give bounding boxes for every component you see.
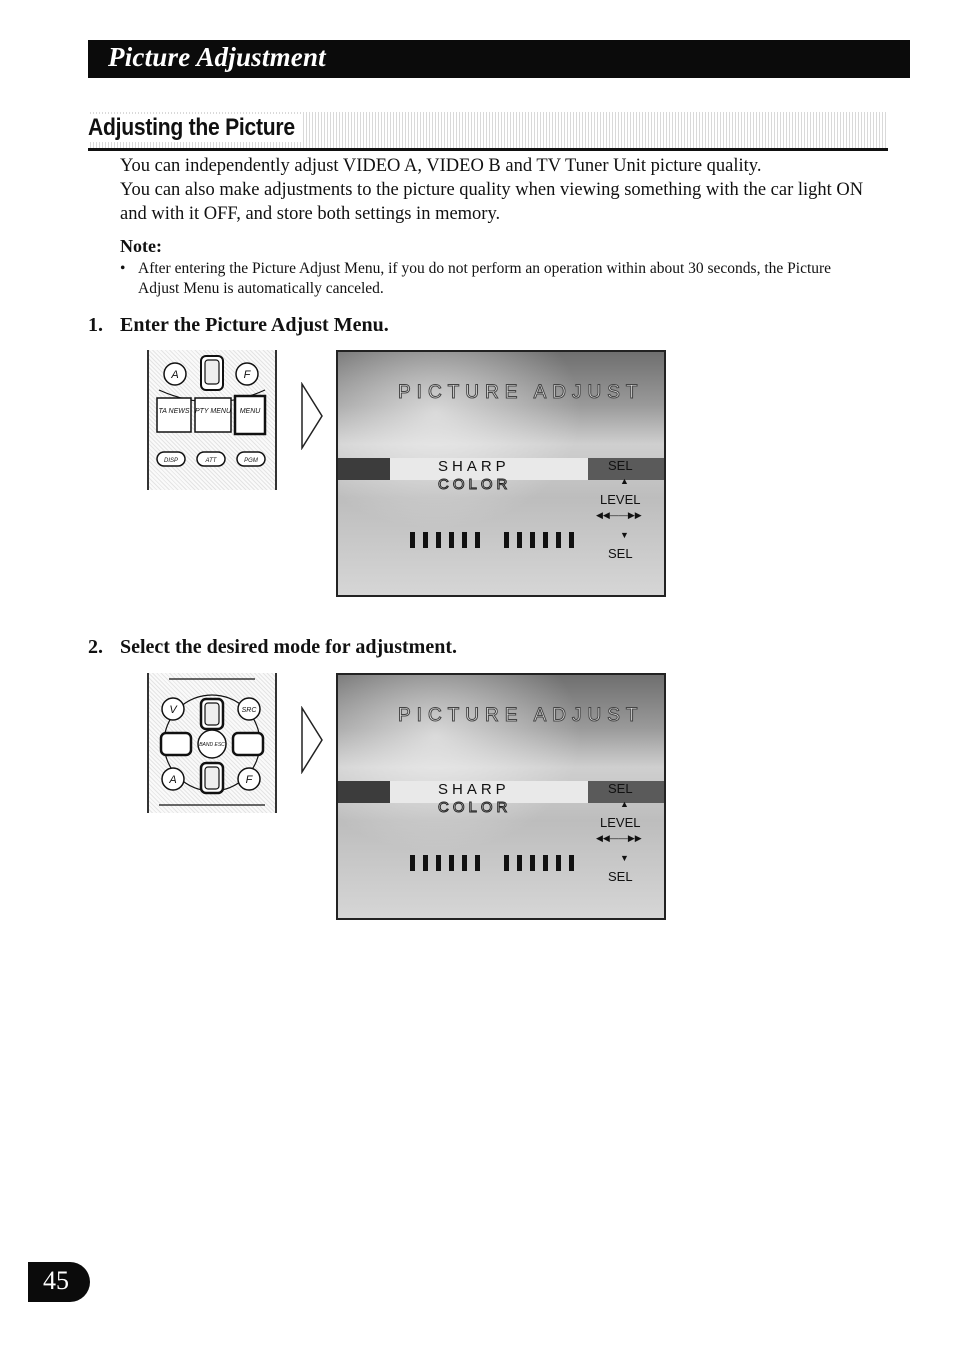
button-f-label: F: [245, 774, 253, 786]
level-label: LEVEL: [600, 492, 641, 507]
page-number-badge: [28, 1262, 90, 1302]
menu-item-sharp: SHARP: [438, 458, 510, 475]
joystick-right: [233, 733, 263, 755]
section-heading: [88, 112, 888, 151]
down-arrow-icon: ▼: [620, 853, 629, 863]
button-a-label: A: [169, 774, 177, 786]
step-text: Select the desired mode for adjustment.: [120, 636, 457, 658]
arrow-right-icon: [300, 382, 324, 450]
section-title: Adjusting the Picture: [88, 114, 302, 142]
button-ta-news: [157, 398, 191, 432]
button-pty-menu: [195, 398, 231, 432]
sel-top-label: SEL: [608, 781, 633, 796]
sel-bottom-label: SEL: [608, 546, 633, 561]
intro-paragraph: [120, 154, 880, 226]
intro-line-2: You can also make adjustments to the picture quality when viewing something with the car light ON and with it OFF, and store both settings in memory.: [120, 180, 864, 224]
button-v-label: V: [169, 704, 177, 716]
bullet-icon: •: [120, 260, 126, 277]
sel-bottom-label: SEL: [608, 869, 633, 884]
note-label: Note:: [120, 236, 162, 256]
menu-item-sharp: SHARP: [438, 781, 510, 798]
level-bars: [410, 532, 582, 553]
arrow-right-icon: [300, 706, 324, 774]
step-text: Enter the Picture Adjust Menu.: [120, 314, 389, 336]
ta-news-label: TA NEWS: [158, 408, 190, 415]
remote-drawing: [149, 350, 275, 490]
button-f-label: F: [243, 369, 251, 381]
level-label: LEVEL: [600, 815, 641, 830]
menu-label: MENU: [239, 408, 261, 415]
pty-menu-label: PTY MENU: [194, 408, 232, 415]
note-item: [120, 259, 840, 299]
level-bars: [410, 855, 582, 876]
remote-control-illustration: [147, 350, 277, 490]
intro-line-1: You can independently adjust VIDEO A, VIDEO B and TV Tuner Unit picture quality.: [120, 156, 762, 176]
left-right-arrow-icon: ◀◀——▶▶: [596, 833, 642, 843]
step-number: 2.: [88, 636, 103, 658]
disp-label: DISP: [163, 458, 179, 464]
down-arrow-icon: ▼: [620, 530, 629, 540]
up-arrow-icon: ▲: [620, 476, 629, 486]
page-number: 45: [43, 1266, 69, 1295]
step-number: 1.: [88, 314, 103, 336]
tv-screen-2: [336, 673, 666, 920]
button-src-label: SRC: [241, 707, 257, 714]
note-text: After entering the Picture Adjust Menu, if you do not perform an operation within about 30 seconds, the Picture Adjust Menu is automatically canceled.: [138, 260, 832, 297]
step-2: [88, 636, 457, 659]
left-right-arrow-icon: ◀◀——▶▶: [596, 510, 642, 520]
screen-title: PICTURE ADJUST: [398, 705, 644, 726]
band-esc-label: BAND ESC: [199, 742, 225, 748]
att-label: ATT: [205, 458, 217, 464]
header-title: Picture Adjustment: [108, 42, 326, 72]
pgm-label: PGM: [244, 458, 258, 464]
joystick-left: [161, 733, 191, 755]
remote-drawing: [149, 673, 275, 813]
remote-control-illustration: [147, 673, 277, 813]
screen-title: PICTURE ADJUST: [398, 382, 644, 403]
step-1: [88, 314, 389, 337]
button-menu: [235, 396, 265, 434]
up-arrow-icon: ▲: [620, 799, 629, 809]
tv-screen-1: [336, 350, 666, 597]
menu-item-color: COLOR: [438, 476, 512, 493]
sel-top-label: SEL: [608, 458, 633, 473]
button-a-label: A: [171, 369, 179, 381]
header-banner: [88, 40, 910, 78]
menu-item-color: COLOR: [438, 799, 512, 816]
